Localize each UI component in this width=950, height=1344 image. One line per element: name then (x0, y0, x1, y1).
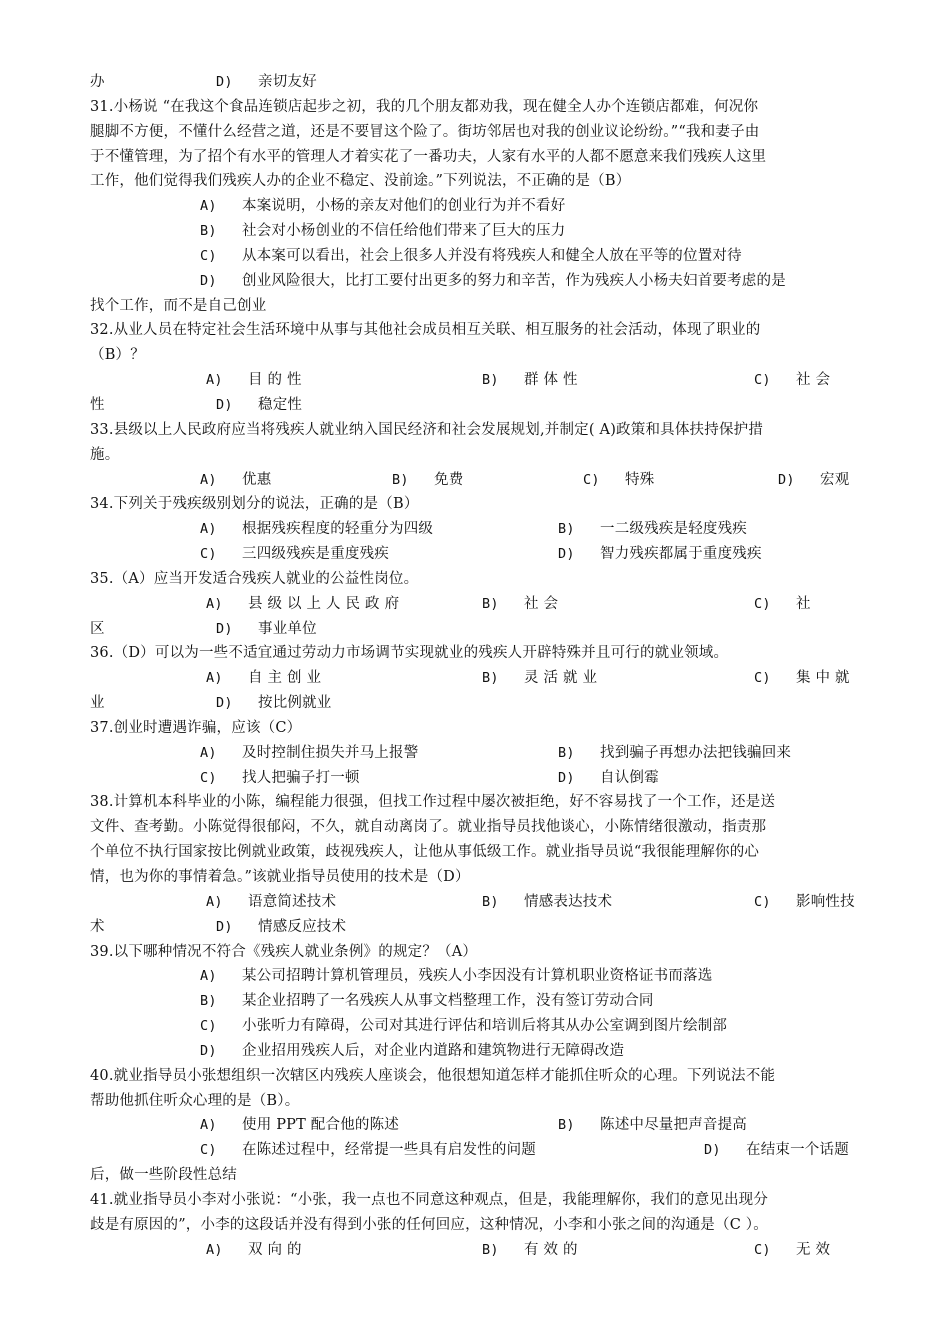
option-continuation-line (90, 393, 865, 418)
option (200, 219, 565, 244)
text-line: （B）？ (90, 347, 145, 364)
option-letter: D) (216, 918, 233, 935)
option-letter: B) (482, 1241, 499, 1258)
option (200, 542, 389, 567)
option (754, 666, 850, 691)
option-letter: A) (206, 372, 223, 389)
option-letter: D) (216, 620, 233, 637)
option-row (90, 766, 865, 791)
option-d (216, 393, 302, 418)
option-text: 使用 PPT 配合他的陈述 (242, 1117, 400, 1134)
text-line: 35.（A）应当开发适合残疾人就业的公益性岗位。 (90, 570, 419, 587)
text-line: 文件、查考勤。小陈觉得很郁闷，不久，就自动离岗了。就业指导员找他谈心，小陈情绪很激动，指责那 (90, 819, 767, 836)
option-row (90, 890, 865, 915)
option-line (90, 194, 865, 219)
option-letter: B) (558, 744, 575, 761)
option-text: 县 级 以 上 人 民 政 府 (248, 595, 400, 612)
option (482, 1238, 578, 1263)
option-letter: D) (200, 272, 217, 289)
option-row (90, 368, 865, 393)
option-text: 某公司招聘计算机管理员，残疾人小李因没有计算机职业资格证书而落选 (242, 968, 713, 985)
text-line: 36.（D）可以为一些不适宜通过劳动力市场调节实现就业的残疾人开辟特殊并且可行的就业领域。 (90, 645, 729, 662)
option (200, 244, 742, 269)
option-text: 一二级残疾是轻度残疾 (600, 521, 747, 538)
option-letter: B) (558, 1117, 575, 1134)
option-text: 陈述中尽量把声音提高 (600, 1117, 747, 1134)
option-letter: D) (200, 1042, 217, 1059)
option-row (90, 1238, 865, 1263)
option-letter: B) (482, 893, 499, 910)
text-line: 歧是有原因的”，小李的这段话并没有得到小张的任何回应，这种情况，小李和小张之间的沟通是（C ）。 (90, 1216, 768, 1233)
option-text: 社 会 (796, 372, 831, 389)
option-text: 三四级残疾是重度残疾 (242, 546, 389, 563)
option (704, 1138, 849, 1163)
option-letter: A) (200, 744, 217, 761)
option-row (90, 468, 865, 493)
wrapped-option-tail: 性 (90, 396, 105, 413)
option-letter: C) (200, 546, 217, 563)
option-text: 社 (796, 595, 811, 612)
option-text: 小张听力有障碍，公司对其进行评估和培训后将其从办公室调到图片绘制部 (242, 1018, 728, 1035)
option-text: 及时控制住损失并马上报警 (242, 744, 419, 761)
option-text: 有 效 的 (524, 1241, 578, 1258)
option (558, 741, 791, 766)
option-text: 稳定性 (258, 396, 303, 413)
option (482, 666, 597, 691)
option-text: 在陈述过程中，经常提一些具有启发性的问题 (242, 1142, 536, 1159)
option (754, 890, 855, 915)
text-line: 后，做一些阶段性总结 (90, 1167, 237, 1184)
text-line: 找个工作，而不是自己创业 (90, 297, 267, 314)
option-letter: C) (200, 1142, 217, 1159)
option-letter: A) (200, 471, 217, 488)
option-line (90, 989, 865, 1014)
text-line: 帮助他抓住听众心理的是（B）。 (90, 1092, 300, 1109)
option-letter: C) (200, 1018, 217, 1035)
text-line: 施。 (90, 446, 120, 463)
option (778, 468, 849, 493)
option-letter: B) (482, 670, 499, 687)
option-text: 双 向 的 (248, 1241, 302, 1258)
option-line (90, 1039, 865, 1064)
option (200, 1014, 727, 1039)
option-letter: C) (754, 1241, 771, 1258)
option-row (90, 1138, 865, 1163)
option-row (90, 741, 865, 766)
option-row (90, 592, 865, 617)
option-text: 找人把骗子打一顿 (242, 769, 360, 786)
option-letter: C) (200, 247, 217, 264)
option-text: 自认倒霉 (600, 769, 659, 786)
option-letter: A) (206, 595, 223, 612)
option-continuation-line (90, 915, 865, 940)
option-letter: A) (206, 893, 223, 910)
option (200, 1138, 536, 1163)
option (392, 468, 463, 493)
option-text: 无 效 (796, 1241, 831, 1258)
option-text: 目 的 性 (248, 372, 302, 389)
option-line (90, 244, 865, 269)
option-d (216, 617, 317, 642)
option (200, 1039, 624, 1064)
option (200, 989, 654, 1014)
option-continuation-line (90, 691, 865, 716)
wrapped-option-tail: 业 (90, 695, 105, 712)
option-d (216, 70, 317, 95)
option-text: 情感反应技术 (258, 918, 347, 935)
option (200, 194, 565, 219)
text-line: 41.就业指导员小李对小张说：“小张，我一点也不同意这种观点，但是，我能理解你，我们的意见出现分 (90, 1191, 769, 1208)
option-text: 某企业招聘了一名残疾人从事文档整理工作，没有签订劳动合同 (242, 993, 654, 1010)
option-text: 影响性技 (796, 893, 855, 910)
option-text: 灵 活 就 业 (524, 670, 598, 687)
option-letter: A) (206, 1241, 223, 1258)
wrapped-option-tail: 办 (90, 74, 105, 90)
text-line: 工作，他们觉得我们残疾人办的企业不稳定、没前途。”下列说法，不正确的是（B） (90, 173, 631, 190)
option-letter: D) (558, 546, 575, 563)
option (206, 592, 399, 617)
option-letter: C) (583, 471, 600, 488)
option-letter: D) (216, 695, 233, 712)
option (200, 964, 712, 989)
option-letter: A) (206, 670, 223, 687)
option-d (216, 915, 346, 940)
option-line (90, 269, 865, 294)
option-letter: D) (778, 471, 795, 488)
option-text: 从本案可以看出，社会上很多人并没有将残疾人和健全人放在平等的位置对待 (242, 247, 742, 264)
option (482, 592, 558, 617)
option-text: 在结束一个话题 (746, 1142, 849, 1159)
option-text: 群 体 性 (524, 372, 578, 389)
option-row (90, 1113, 865, 1138)
option (200, 766, 360, 791)
option (200, 468, 271, 493)
option-letter: B) (482, 595, 499, 612)
option (558, 1113, 747, 1138)
text-line: 34.下列关于残疾级别划分的说法，正确的是（B） (90, 496, 419, 513)
option (206, 1238, 302, 1263)
option-letter: C) (754, 670, 771, 687)
option-text: 宏观 (820, 471, 850, 488)
option (754, 1238, 830, 1263)
option (558, 542, 762, 567)
option-text: 自 主 创 业 (248, 670, 322, 687)
option (200, 269, 786, 294)
text-line: 腿脚不方便，不懂什么经营之道，还是不要冒这个险了。街坊邻居也对我的创业议论纷纷。”“我和妻子由 (90, 123, 760, 140)
text-line: 个单位不执行国家按比例就业政策，歧视残疾人，让他从事低级工作。就业指导员说“我很能理解你的心 (90, 844, 760, 861)
option-letter: B) (200, 223, 217, 240)
option-text: 企业招用残疾人后，对企业内道路和建筑物进行无障碍改造 (242, 1042, 625, 1059)
option-text: 本案说明，小杨的亲友对他们的创业行为并不看好 (242, 198, 566, 215)
option (754, 368, 830, 393)
option-text: 社 会 (524, 595, 559, 612)
option-letter: C) (754, 893, 771, 910)
option-line (90, 1014, 865, 1039)
option-letter: B) (482, 372, 499, 389)
option-letter: D) (216, 74, 233, 90)
option-text: 按比例就业 (258, 695, 332, 712)
option (482, 890, 612, 915)
option-text: 找到骗子再想办法把钱骗回来 (600, 744, 792, 761)
option-line (90, 964, 865, 989)
option-letter: A) (200, 521, 217, 538)
option (754, 592, 811, 617)
option (558, 766, 659, 791)
option-text: 特殊 (625, 471, 655, 488)
text-line: 37.创业时遭遇诈骗，应该（C） (90, 719, 302, 736)
text-line: 31.小杨说 “在我这个食品连锁店起步之初，我的几个朋友都劝我，现在健全人办个连锁店都难，何况你 (90, 98, 759, 115)
text-line: 于不懂管理，为了招个有水平的管理人才着实花了一番功夫，人家有水平的人都不愿意来我们残疾人这里 (90, 148, 767, 165)
text-line: 40.就业指导员小张想组织一次辖区内残疾人座谈会，他很想知道怎样才能抓住听众的心理。下列说法不能 (90, 1067, 776, 1084)
option-text: 智力残疾都属于重度残疾 (600, 546, 762, 563)
option-letter: B) (200, 993, 217, 1010)
option-continuation-line (90, 617, 865, 642)
option (200, 1113, 399, 1138)
option-letter: D) (704, 1142, 721, 1159)
option-text: 亲切友好 (258, 74, 317, 90)
wrapped-option-tail: 术 (90, 918, 105, 935)
text-line: 38.计算机本科毕业的小陈，编程能力很强，但找工作过程中屡次被拒绝，好不容易找了一个工作，还是送 (90, 794, 776, 811)
option-letter: D) (558, 769, 575, 786)
option (200, 741, 418, 766)
option-d (216, 691, 332, 716)
option-row (90, 542, 865, 567)
wrapped-option-tail: 区 (90, 620, 105, 637)
option-letter: A) (200, 1117, 217, 1134)
document-page (90, 70, 865, 1263)
option (558, 517, 747, 542)
option (583, 468, 654, 493)
option-letter: B) (558, 521, 575, 538)
option-letter: C) (754, 595, 771, 612)
option-letter: A) (200, 968, 217, 985)
option-letter: A) (200, 198, 217, 215)
option-text: 根据残疾程度的轻重分为四级 (242, 521, 434, 538)
option-letter: B) (392, 471, 409, 488)
option-text: 事业单位 (258, 620, 317, 637)
text-line: 39.以下哪种情况不符合《残疾人就业条例》的规定？（A） (90, 943, 478, 960)
text-line: 32.从业人员在特定社会生活环境中从事与其他社会成员相互关联、相互服务的社会活动，体现了职业的 (90, 322, 761, 339)
option-continuation-line (90, 70, 865, 95)
option-text: 语意简述技术 (248, 893, 337, 910)
option (200, 517, 433, 542)
option (482, 368, 578, 393)
option-text: 优惠 (242, 471, 272, 488)
option-text: 社会对小杨创业的不信任给他们带来了巨大的压力 (242, 223, 566, 240)
option-text: 创业风险很大，比打工要付出更多的努力和辛苦，作为残疾人小杨夫妇首要考虑的是 (242, 272, 786, 289)
option-row (90, 666, 865, 691)
text-line: 33.县级以上人民政府应当将残疾人就业纳入国民经济和社会发展规划,并制定( A)政策和具体扶持保护措 (90, 421, 764, 438)
option-letter: C) (754, 372, 771, 389)
option-text: 免费 (434, 471, 464, 488)
option-text: 情感表达技术 (524, 893, 613, 910)
option (206, 666, 321, 691)
option (206, 368, 302, 393)
option-line (90, 219, 865, 244)
option-text: 集 中 就 (796, 670, 850, 687)
option (206, 890, 336, 915)
text-line: 情，也为你的事情着急。”该就业指导员使用的技术是（D） (90, 869, 470, 885)
option-letter: C) (200, 769, 217, 786)
option-row (90, 517, 865, 542)
option-letter: D) (216, 396, 233, 413)
